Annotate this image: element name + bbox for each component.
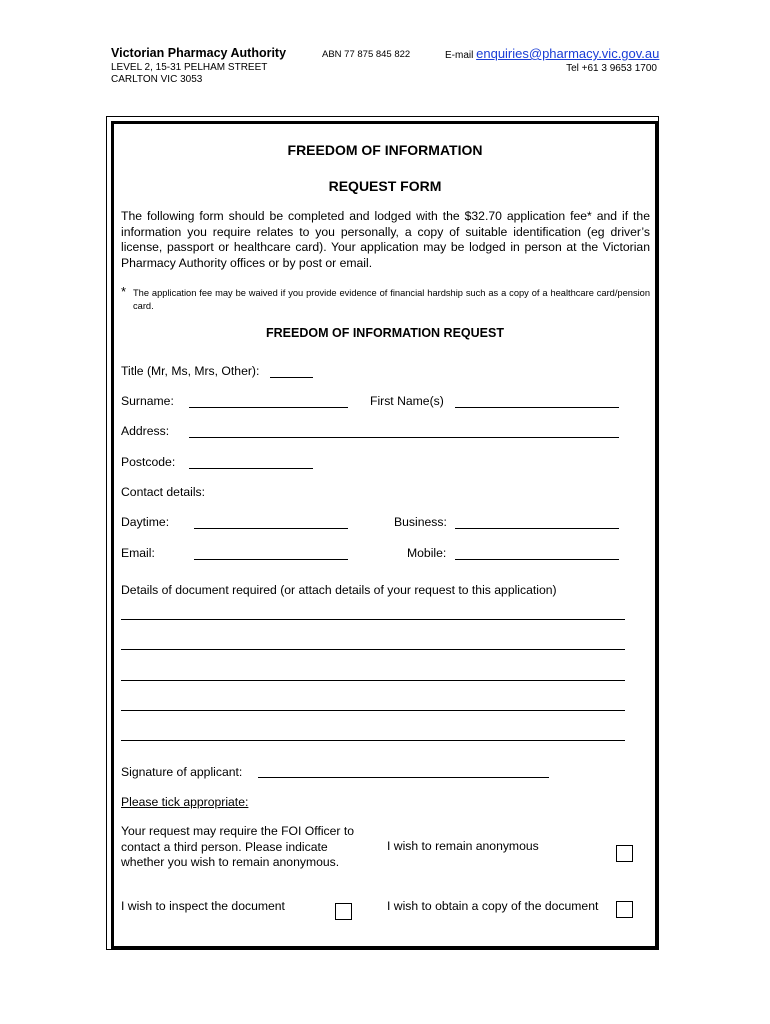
- signature-field[interactable]: [258, 777, 549, 778]
- anonymous-label: I wish to remain anonymous: [387, 839, 539, 853]
- address-line-1: LEVEL 2, 15-31 PELHAM STREET: [111, 62, 268, 73]
- address-line-2: CARLTON VIC 3053: [111, 74, 203, 85]
- address-field[interactable]: [189, 437, 619, 438]
- document-details-line-5[interactable]: [121, 740, 625, 741]
- title-field[interactable]: [270, 377, 313, 378]
- contact-details-label: Contact details:: [121, 485, 206, 499]
- anonymous-checkbox[interactable]: [616, 845, 633, 862]
- daytime-phone-field[interactable]: [194, 528, 348, 529]
- mobile-field[interactable]: [455, 559, 619, 560]
- email-contact: [445, 46, 659, 61]
- tick-heading: Please tick appropriate:: [121, 795, 249, 809]
- third-party-note: Your request may require the FOI Officer to contact a third person. Please indicate whether you wish to remain anonymous.: [121, 824, 355, 869]
- document-details-line-2[interactable]: [121, 649, 625, 650]
- section-title: FREEDOM OF INFORMATION REQUEST: [266, 326, 504, 340]
- copy-label: I wish to obtain a copy of the document: [387, 899, 599, 913]
- email-field[interactable]: [194, 559, 348, 560]
- organisation-address: [111, 62, 267, 86]
- footnote-mark: *: [121, 284, 127, 299]
- abn-number: ABN 77 875 845 822: [322, 49, 411, 60]
- address-label: Address:: [121, 424, 170, 438]
- inspect-checkbox[interactable]: [335, 903, 352, 920]
- document-details-label: Details of document required (or attach details of your request to this application): [121, 583, 557, 597]
- form-subtitle: REQUEST FORM: [328, 178, 442, 194]
- document-details-line-1[interactable]: [121, 619, 625, 620]
- mobile-label: Mobile:: [407, 546, 447, 560]
- surname-label: Surname:: [121, 394, 174, 408]
- email-field-label: Email:: [121, 546, 155, 560]
- document-details-line-3[interactable]: [121, 680, 625, 681]
- business-label: Business:: [394, 515, 447, 529]
- intro-paragraph: The following form should be completed and lodged with the $32.70 application fee* and if the information you require relates to you personally, a copy of suitable identification (eg driver’s license, passport or healthcare card). Your application may be lodged in person at the Victorian Pharmacy Authority offices or by post or email.: [121, 209, 650, 270]
- form-title: FREEDOM OF INFORMATION: [287, 142, 483, 158]
- document-details-line-4[interactable]: [121, 710, 625, 711]
- postcode-field[interactable]: [189, 468, 313, 469]
- first-name-label: First Name(s): [370, 394, 444, 408]
- postcode-label: Postcode:: [121, 455, 176, 469]
- title-label: Title (Mr, Ms, Mrs, Other):: [121, 364, 260, 378]
- inspect-label: I wish to inspect the document: [121, 899, 285, 913]
- business-phone-field[interactable]: [455, 528, 619, 529]
- email-label: E-mail: [445, 50, 474, 61]
- telephone: Tel +61 3 9653 1700: [566, 63, 657, 74]
- copy-checkbox[interactable]: [616, 901, 633, 918]
- fee-waiver-footnote: The application fee may be waived if you provide evidence of financial hardship such as a copy of a healthcare card/pension card.: [133, 288, 650, 311]
- daytime-label: Daytime:: [121, 515, 170, 529]
- signature-label: Signature of applicant:: [121, 765, 243, 779]
- email-link[interactable]: enquiries@pharmacy.vic.gov.au: [476, 46, 660, 61]
- surname-field[interactable]: [189, 407, 348, 408]
- first-name-field[interactable]: [455, 407, 619, 408]
- organisation-name: Victorian Pharmacy Authority: [111, 46, 287, 60]
